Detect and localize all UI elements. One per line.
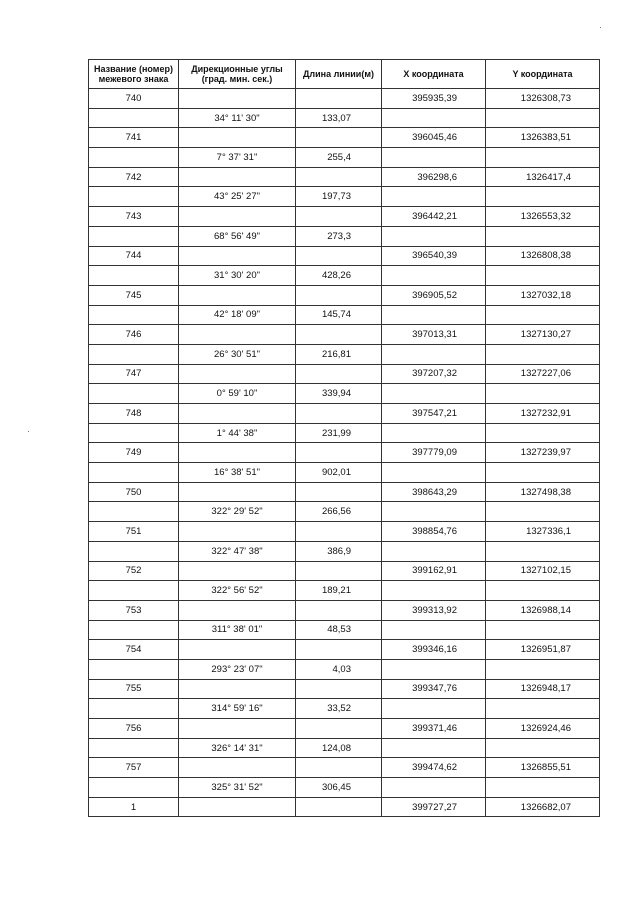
cell-line-length: 255,4	[296, 148, 382, 168]
cell-direction-angle: 42° 18' 09"	[179, 305, 296, 325]
cell-y-coordinate: 1326855,51	[486, 758, 600, 778]
cell-x-coordinate: 399371,46	[382, 719, 486, 739]
scan-speck	[28, 431, 29, 432]
cell-y-coordinate	[486, 423, 600, 443]
table-row	[89, 463, 600, 483]
cell-marker-name: 748	[89, 404, 179, 424]
header-x-coordinate: X координата	[382, 60, 486, 89]
cell-line-length	[296, 600, 382, 620]
cell-direction-angle	[179, 443, 296, 463]
cell-direction-angle	[179, 640, 296, 660]
table-row	[89, 226, 600, 246]
cell-line-length	[296, 89, 382, 109]
header-direction-angle: Дирекционные углы (град. мин. сек.)	[179, 60, 296, 89]
cell-direction-angle: 31° 30' 20"	[179, 266, 296, 286]
table-row	[89, 758, 600, 778]
cell-x-coordinate	[382, 266, 486, 286]
cell-line-length	[296, 404, 382, 424]
cell-x-coordinate: 399347,76	[382, 679, 486, 699]
cell-direction-angle: 293° 23' 07"	[179, 659, 296, 679]
cell-direction-angle	[179, 561, 296, 581]
cell-marker-name: 742	[89, 167, 179, 187]
cell-y-coordinate	[486, 305, 600, 325]
table-row	[89, 187, 600, 207]
cell-direction-angle	[179, 679, 296, 699]
cell-line-length: 133,07	[296, 108, 382, 128]
header-y-coordinate: Y координата	[486, 60, 600, 89]
cell-line-length: 48,53	[296, 620, 382, 640]
cell-marker-name	[89, 226, 179, 246]
cell-direction-angle	[179, 285, 296, 305]
cell-marker-name: 740	[89, 89, 179, 109]
cell-line-length	[296, 285, 382, 305]
cell-line-length: 124,08	[296, 738, 382, 758]
cell-direction-angle	[179, 167, 296, 187]
cell-line-length: 386,9	[296, 541, 382, 561]
cell-x-coordinate: 399727,27	[382, 797, 486, 817]
cell-y-coordinate	[486, 620, 600, 640]
cell-direction-angle	[179, 325, 296, 345]
cell-marker-name	[89, 699, 179, 719]
cell-line-length	[296, 443, 382, 463]
cell-x-coordinate: 395935,39	[382, 89, 486, 109]
cell-direction-angle	[179, 719, 296, 739]
cell-marker-name	[89, 738, 179, 758]
cell-marker-name	[89, 502, 179, 522]
cell-line-length	[296, 207, 382, 227]
table-row	[89, 541, 600, 561]
table-row	[89, 266, 600, 286]
cell-x-coordinate: 397207,32	[382, 364, 486, 384]
table-row	[89, 738, 600, 758]
cell-direction-angle	[179, 89, 296, 109]
cell-direction-angle	[179, 482, 296, 502]
cell-x-coordinate: 397013,31	[382, 325, 486, 345]
table-row	[89, 778, 600, 798]
cell-y-coordinate: 1326308,73	[486, 89, 600, 109]
table-row	[89, 699, 600, 719]
table-row	[89, 679, 600, 699]
table-row	[89, 404, 600, 424]
table-row	[89, 207, 600, 227]
table-row	[89, 148, 600, 168]
cell-y-coordinate: 1327336,1	[486, 522, 600, 542]
cell-marker-name: 745	[89, 285, 179, 305]
cell-line-length	[296, 482, 382, 502]
cell-x-coordinate	[382, 226, 486, 246]
cell-direction-angle	[179, 207, 296, 227]
cell-x-coordinate: 398854,76	[382, 522, 486, 542]
cell-x-coordinate	[382, 778, 486, 798]
cell-x-coordinate: 399474,62	[382, 758, 486, 778]
cell-direction-angle: 325° 31' 52"	[179, 778, 296, 798]
cell-marker-name	[89, 423, 179, 443]
cell-y-coordinate: 1327102,15	[486, 561, 600, 581]
cell-direction-angle: 1° 44' 38"	[179, 423, 296, 443]
table-row	[89, 108, 600, 128]
cell-x-coordinate	[382, 541, 486, 561]
table-row	[89, 423, 600, 443]
cell-y-coordinate: 1326808,38	[486, 246, 600, 266]
table-row	[89, 522, 600, 542]
cell-y-coordinate	[486, 699, 600, 719]
cell-x-coordinate	[382, 699, 486, 719]
cell-y-coordinate: 1327227,06	[486, 364, 600, 384]
cell-direction-angle: 311° 38' 01"	[179, 620, 296, 640]
cell-direction-angle	[179, 404, 296, 424]
cell-x-coordinate	[382, 384, 486, 404]
table-row	[89, 600, 600, 620]
cell-marker-name: 751	[89, 522, 179, 542]
cell-line-length: 266,56	[296, 502, 382, 522]
cell-line-length: 197,73	[296, 187, 382, 207]
cell-x-coordinate: 396298,6	[382, 167, 486, 187]
cell-x-coordinate: 396540,39	[382, 246, 486, 266]
cell-y-coordinate: 1327130,27	[486, 325, 600, 345]
table-header-row	[89, 60, 600, 89]
cell-x-coordinate	[382, 581, 486, 601]
cell-x-coordinate	[382, 187, 486, 207]
table-body	[89, 89, 600, 817]
cell-direction-angle	[179, 522, 296, 542]
cell-line-length	[296, 522, 382, 542]
table-row	[89, 89, 600, 109]
cell-marker-name	[89, 108, 179, 128]
cell-direction-angle: 322° 56' 52"	[179, 581, 296, 601]
cell-marker-name: 757	[89, 758, 179, 778]
cell-x-coordinate	[382, 502, 486, 522]
cell-x-coordinate	[382, 463, 486, 483]
cell-marker-name	[89, 305, 179, 325]
cell-direction-angle: 322° 29' 52"	[179, 502, 296, 522]
table-row	[89, 640, 600, 660]
table-row	[89, 325, 600, 345]
cell-x-coordinate: 396045,46	[382, 128, 486, 148]
cell-y-coordinate: 1326948,17	[486, 679, 600, 699]
table-row	[89, 305, 600, 325]
cell-direction-angle	[179, 364, 296, 384]
boundary-coordinates-table	[88, 59, 600, 817]
cell-marker-name	[89, 187, 179, 207]
cell-x-coordinate	[382, 620, 486, 640]
cell-direction-angle: 34° 11' 30"	[179, 108, 296, 128]
cell-marker-name: 746	[89, 325, 179, 345]
cell-line-length	[296, 640, 382, 660]
table-row	[89, 443, 600, 463]
cell-marker-name: 1	[89, 797, 179, 817]
table-row	[89, 719, 600, 739]
cell-line-length	[296, 128, 382, 148]
cell-y-coordinate	[486, 226, 600, 246]
cell-y-coordinate: 1326951,87	[486, 640, 600, 660]
cell-y-coordinate: 1326383,51	[486, 128, 600, 148]
cell-line-length: 273,3	[296, 226, 382, 246]
cell-line-length: 306,45	[296, 778, 382, 798]
cell-x-coordinate	[382, 738, 486, 758]
table-row	[89, 482, 600, 502]
cell-x-coordinate	[382, 148, 486, 168]
cell-direction-angle: 43° 25' 27"	[179, 187, 296, 207]
cell-direction-angle	[179, 797, 296, 817]
table-row	[89, 246, 600, 266]
cell-marker-name	[89, 266, 179, 286]
cell-y-coordinate: 1326682,07	[486, 797, 600, 817]
cell-marker-name	[89, 541, 179, 561]
cell-marker-name	[89, 148, 179, 168]
table-row	[89, 344, 600, 364]
cell-line-length	[296, 167, 382, 187]
cell-marker-name: 756	[89, 719, 179, 739]
cell-x-coordinate	[382, 423, 486, 443]
cell-y-coordinate	[486, 738, 600, 758]
cell-marker-name: 747	[89, 364, 179, 384]
cell-y-coordinate	[486, 384, 600, 404]
cell-y-coordinate	[486, 659, 600, 679]
cell-direction-angle: 7° 37' 31"	[179, 148, 296, 168]
cell-marker-name	[89, 384, 179, 404]
cell-x-coordinate: 396442,21	[382, 207, 486, 227]
cell-y-coordinate	[486, 344, 600, 364]
cell-y-coordinate	[486, 778, 600, 798]
cell-direction-angle: 68° 56' 49"	[179, 226, 296, 246]
cell-y-coordinate: 1326988,14	[486, 600, 600, 620]
table-row	[89, 581, 600, 601]
cell-y-coordinate: 1326417,4	[486, 167, 600, 187]
cell-direction-angle: 322° 47' 38"	[179, 541, 296, 561]
cell-direction-angle: 16° 38' 51"	[179, 463, 296, 483]
cell-x-coordinate: 397547,21	[382, 404, 486, 424]
table-row	[89, 620, 600, 640]
table-row	[89, 659, 600, 679]
cell-line-length	[296, 561, 382, 581]
cell-line-length: 145,74	[296, 305, 382, 325]
cell-direction-angle	[179, 246, 296, 266]
cell-x-coordinate: 398643,29	[382, 482, 486, 502]
table-row	[89, 502, 600, 522]
cell-direction-angle: 326° 14' 31"	[179, 738, 296, 758]
table-row	[89, 384, 600, 404]
cell-line-length	[296, 679, 382, 699]
cell-y-coordinate	[486, 502, 600, 522]
cell-x-coordinate	[382, 305, 486, 325]
cell-direction-angle	[179, 600, 296, 620]
cell-y-coordinate	[486, 148, 600, 168]
cell-marker-name: 744	[89, 246, 179, 266]
cell-line-length	[296, 325, 382, 345]
cell-line-length	[296, 797, 382, 817]
cell-x-coordinate	[382, 659, 486, 679]
cell-y-coordinate: 1326924,46	[486, 719, 600, 739]
cell-direction-angle: 0° 59' 10"	[179, 384, 296, 404]
cell-x-coordinate: 399162,91	[382, 561, 486, 581]
cell-marker-name	[89, 344, 179, 364]
scan-speck	[600, 27, 601, 28]
cell-line-length: 339,94	[296, 384, 382, 404]
cell-x-coordinate: 396905,52	[382, 285, 486, 305]
cell-x-coordinate: 397779,09	[382, 443, 486, 463]
cell-y-coordinate: 1327032,18	[486, 285, 600, 305]
cell-direction-angle: 314° 59' 16"	[179, 699, 296, 719]
cell-y-coordinate	[486, 187, 600, 207]
cell-y-coordinate: 1327498,38	[486, 482, 600, 502]
cell-direction-angle	[179, 128, 296, 148]
cell-marker-name: 750	[89, 482, 179, 502]
cell-marker-name	[89, 463, 179, 483]
table-row	[89, 797, 600, 817]
cell-x-coordinate: 399313,92	[382, 600, 486, 620]
cell-y-coordinate: 1327232,91	[486, 404, 600, 424]
cell-marker-name	[89, 581, 179, 601]
cell-line-length: 189,21	[296, 581, 382, 601]
cell-line-length: 231,99	[296, 423, 382, 443]
cell-marker-name: 754	[89, 640, 179, 660]
cell-x-coordinate	[382, 344, 486, 364]
table-row	[89, 167, 600, 187]
table-row	[89, 285, 600, 305]
cell-y-coordinate: 1327239,97	[486, 443, 600, 463]
cell-marker-name	[89, 620, 179, 640]
header-line-length: Длина линии(м)	[296, 60, 382, 89]
cell-y-coordinate	[486, 581, 600, 601]
cell-line-length	[296, 364, 382, 384]
cell-line-length: 4,03	[296, 659, 382, 679]
cell-marker-name: 752	[89, 561, 179, 581]
cell-marker-name	[89, 778, 179, 798]
cell-direction-angle: 26° 30' 51"	[179, 344, 296, 364]
cell-y-coordinate: 1326553,32	[486, 207, 600, 227]
cell-y-coordinate	[486, 108, 600, 128]
cell-line-length: 902,01	[296, 463, 382, 483]
cell-direction-angle	[179, 758, 296, 778]
cell-marker-name: 753	[89, 600, 179, 620]
cell-line-length	[296, 758, 382, 778]
header-marker-name: Название (номер) межевого знака	[89, 60, 179, 89]
table-row	[89, 364, 600, 384]
cell-y-coordinate	[486, 463, 600, 483]
cell-y-coordinate	[486, 266, 600, 286]
cell-marker-name	[89, 659, 179, 679]
cell-marker-name: 755	[89, 679, 179, 699]
table-row	[89, 561, 600, 581]
cell-y-coordinate	[486, 541, 600, 561]
cell-x-coordinate: 399346,16	[382, 640, 486, 660]
cell-line-length: 216,81	[296, 344, 382, 364]
cell-marker-name: 749	[89, 443, 179, 463]
cell-line-length	[296, 719, 382, 739]
cell-marker-name: 743	[89, 207, 179, 227]
cell-line-length	[296, 246, 382, 266]
table-row	[89, 128, 600, 148]
cell-line-length: 33,52	[296, 699, 382, 719]
cell-x-coordinate	[382, 108, 486, 128]
cell-marker-name: 741	[89, 128, 179, 148]
cell-line-length: 428,26	[296, 266, 382, 286]
